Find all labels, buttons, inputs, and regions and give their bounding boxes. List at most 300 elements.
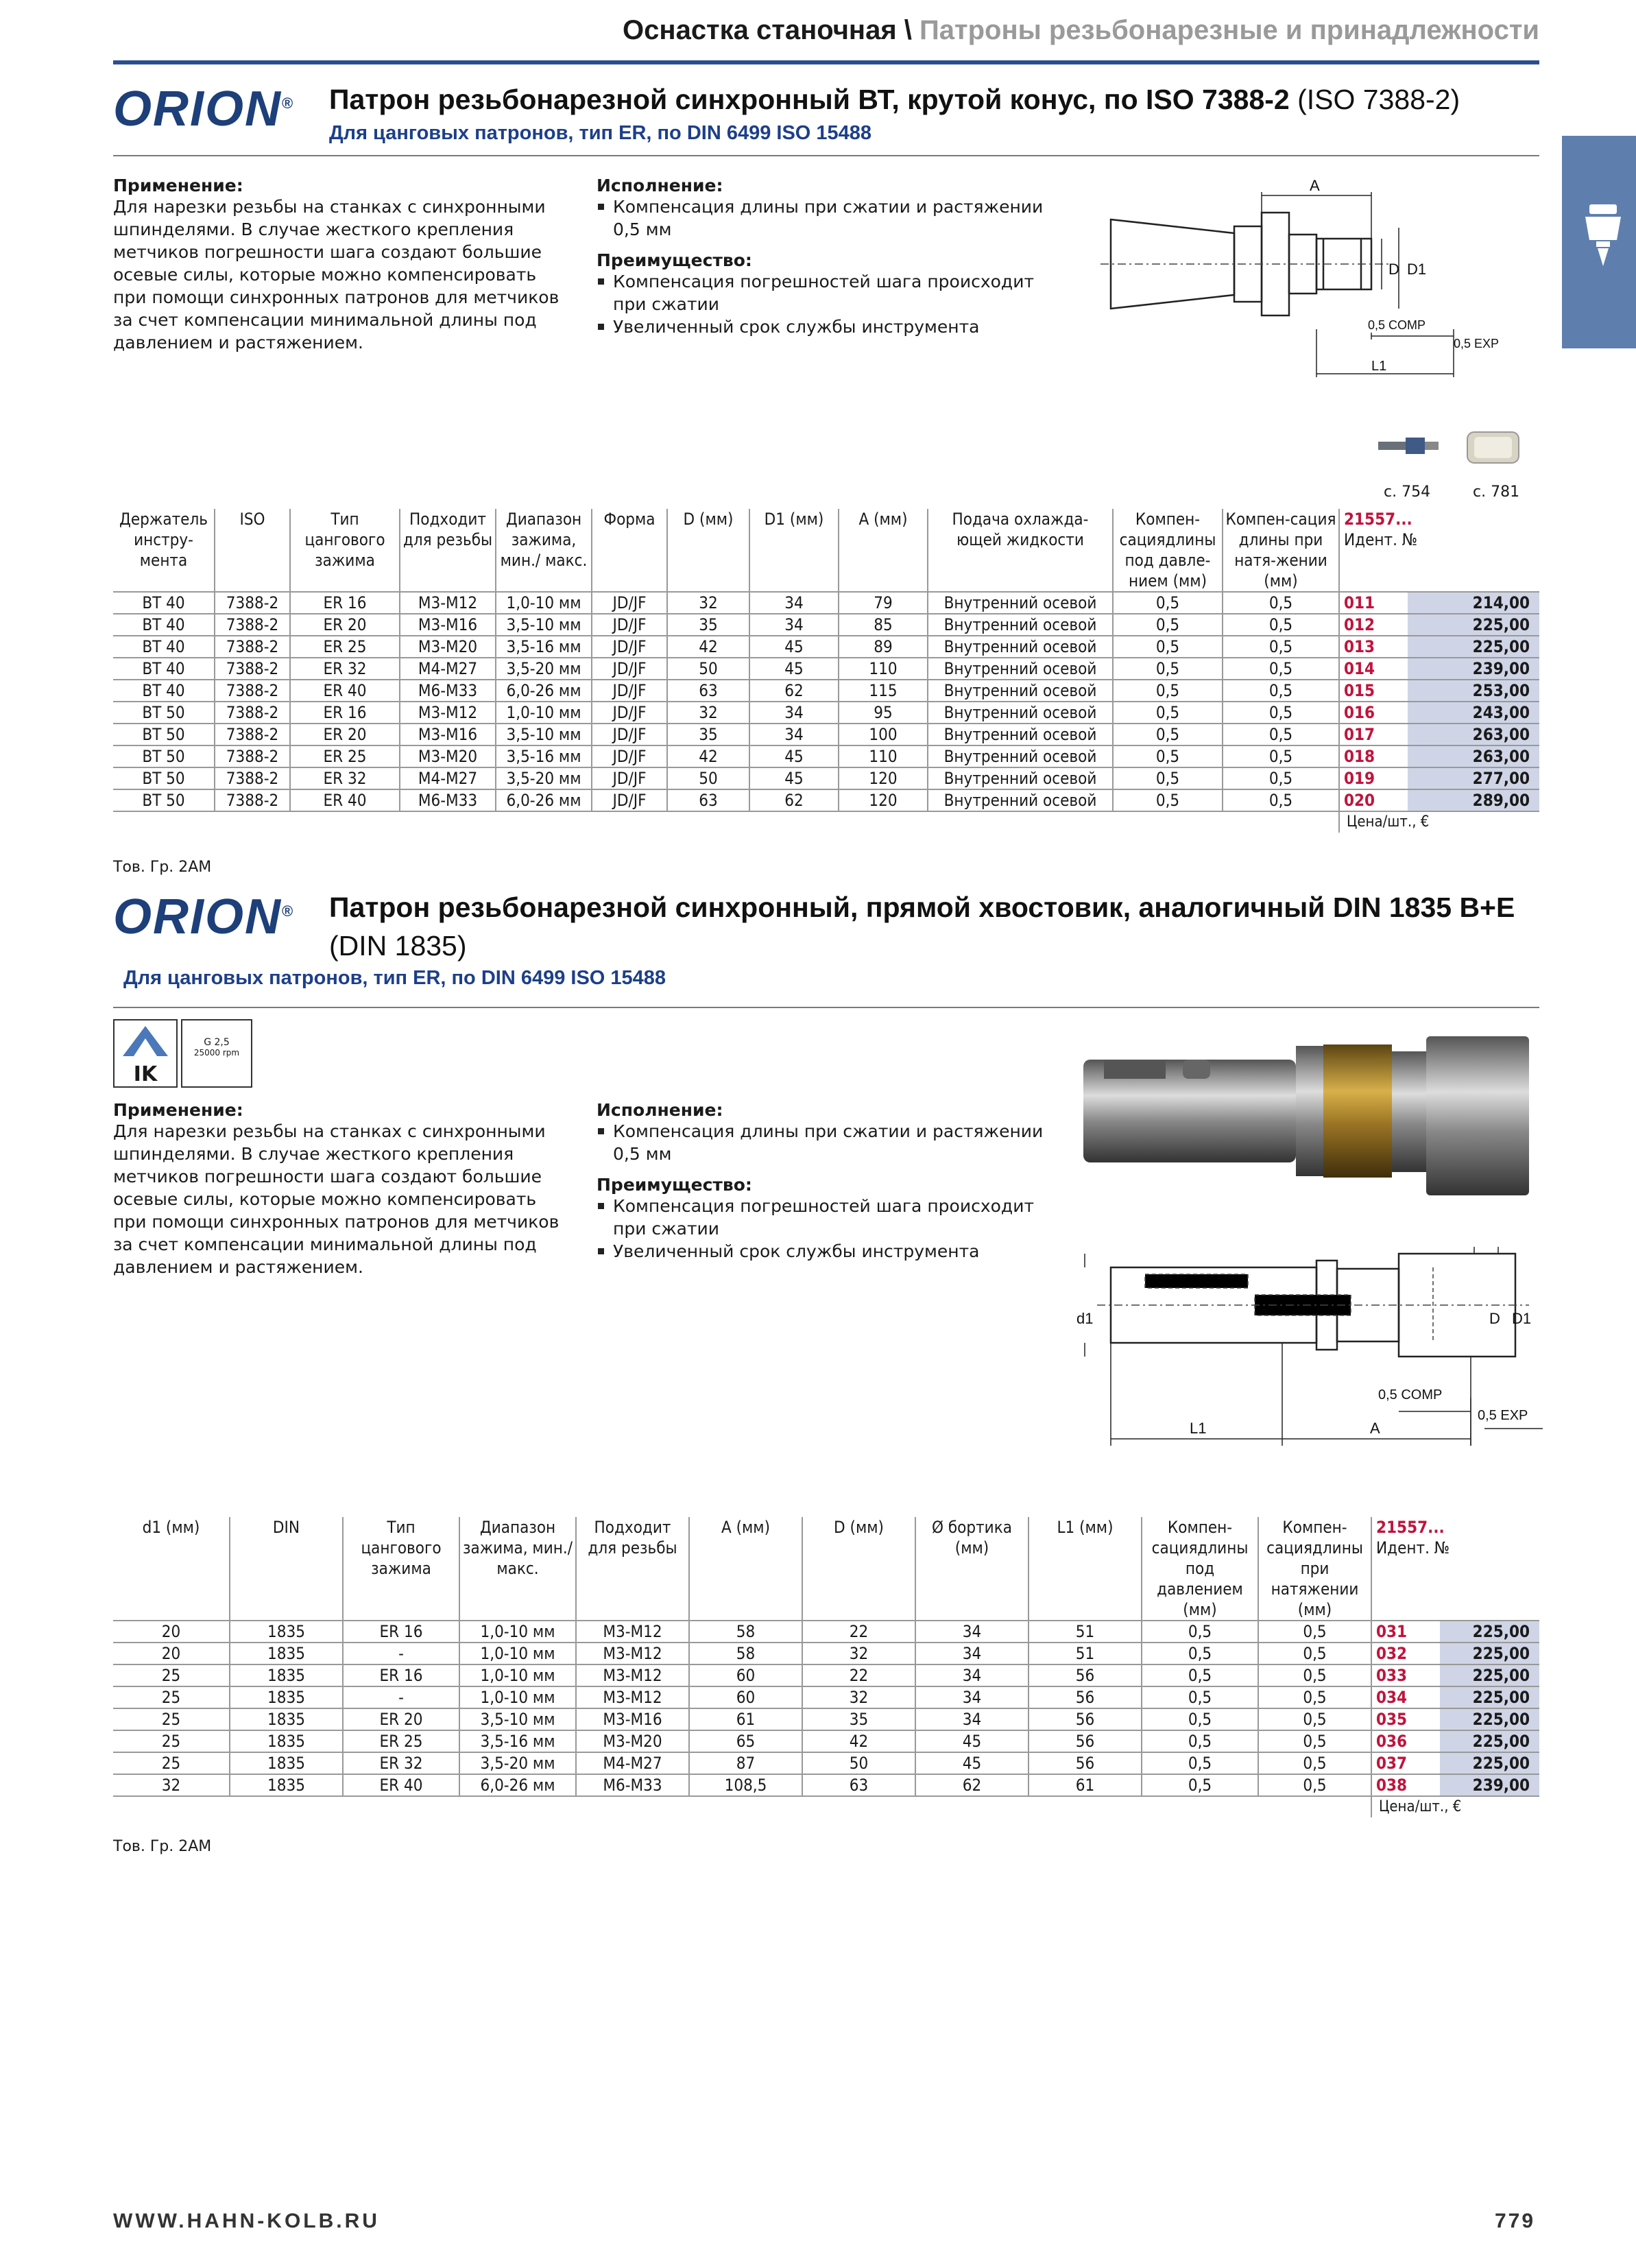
table-cell: 62 [915, 1774, 1028, 1796]
table-cell: 3,5-10 мм [496, 614, 592, 636]
table-cell: 0,5 [1113, 745, 1223, 767]
table-cell: 34 [749, 724, 839, 745]
table-cell: 45 [749, 658, 839, 680]
dim-d-label: D [1388, 261, 1399, 278]
table-cell: BT 40 [113, 614, 215, 636]
application-block [113, 176, 566, 354]
table-cell: M3-M20 [400, 636, 496, 658]
price-cell: 253,00 [1408, 680, 1539, 702]
table-cell: 85 [839, 614, 928, 636]
price-note-row [113, 811, 1539, 833]
table-cell: M6-M33 [400, 680, 496, 702]
column-header: Компен-сация длины при натя-жении (мм) [1223, 509, 1339, 592]
column-header: L1 (мм) [1028, 1517, 1142, 1621]
table-cell: JD/JF [592, 702, 667, 724]
column-header: Форма [592, 509, 667, 592]
table-cell: 45 [749, 636, 839, 658]
table-cell: BT 50 [113, 767, 215, 789]
table-cell: 110 [839, 745, 928, 767]
execution-item: Компенсация длины при сжатии и растяжении 0,5 мм [597, 195, 1049, 241]
column-header: d1 (мм) [142, 1518, 200, 1537]
table-cell: 3,5-10 мм [496, 724, 592, 745]
table-cell: 51 [1028, 1643, 1142, 1664]
dim-a-label: A [1310, 177, 1320, 194]
table-cell: ER 20 [343, 1708, 459, 1730]
ident-code: 031 [1371, 1621, 1440, 1643]
table-cell: 7388-2 [215, 789, 290, 811]
price-cell: 289,00 [1408, 789, 1539, 811]
ident-code: 032 [1371, 1643, 1440, 1664]
table-cell: 7388-2 [215, 745, 290, 767]
ident-code: 035 [1371, 1708, 1440, 1730]
price-note: Цена/шт., € [1339, 811, 1539, 833]
table-row[interactable] [113, 680, 1539, 702]
comp-label: 0,5 COMP [1368, 318, 1426, 332]
table-cell: 3,5-20 мм [496, 658, 592, 680]
table-row[interactable] [113, 724, 1539, 745]
table-cell: 42 [802, 1730, 915, 1752]
table-cell: M3-M12 [400, 702, 496, 724]
dim-dd1-label: D1 [1512, 1310, 1532, 1327]
execution-item: Компенсация длины при сжатии и растяжении 0,5 мм [597, 1120, 1049, 1165]
table-cell: Внутренний осевой [928, 724, 1113, 745]
application-heading: Применение: [113, 1100, 243, 1120]
product-group: Тов. Гр. 2АМ [113, 859, 212, 876]
table-cell: ER 16 [290, 702, 400, 724]
table-cell: 0,5 [1223, 680, 1339, 702]
table-row[interactable] [113, 702, 1539, 724]
header-separator: \ [896, 15, 920, 45]
table-cell: 0,5 [1113, 789, 1223, 811]
table-cell: 32 [802, 1643, 915, 1664]
coolant-icon [115, 1020, 176, 1062]
table-cell: Внутренний осевой [928, 658, 1113, 680]
table-cell: 25 [113, 1730, 230, 1752]
price-cell: 225,00 [1440, 1664, 1539, 1686]
table-cell: 3,5-16 мм [496, 745, 592, 767]
ident-header: 21557... Идент. № [1339, 509, 1539, 592]
table-cell: 3,5-16 мм [459, 1730, 576, 1752]
table-cell: 79 [839, 592, 928, 614]
column-header: Подходит для резьбы [576, 1517, 689, 1621]
comp-label: 0,5 COMP [1378, 1387, 1443, 1402]
table-cell: 7388-2 [215, 636, 290, 658]
table-row[interactable] [113, 1664, 1539, 1686]
table-cell: M4-M27 [400, 658, 496, 680]
table-cell: JD/JF [592, 789, 667, 811]
balance-badge: G 2,5 25000 rpm [181, 1019, 252, 1088]
table-cell: 45 [749, 767, 839, 789]
table-cell: 50 [667, 767, 749, 789]
tap-adapter-thumbnail[interactable] [1378, 432, 1440, 459]
table-cell: 0,5 [1113, 767, 1223, 789]
table-cell: 34 [915, 1664, 1028, 1686]
dim-d1-label: d1 [1076, 1310, 1094, 1327]
column-header: Компен-сациядлины под давле-нием (мм) [1113, 509, 1223, 592]
column-header: Подходит для резьбы [400, 509, 496, 592]
table-cell: BT 40 [113, 592, 215, 614]
table-cell: BT 40 [113, 636, 215, 658]
table-cell: 56 [1028, 1752, 1142, 1774]
table-cell: BT 50 [113, 724, 215, 745]
table-cell: 1,0-10 мм [459, 1686, 576, 1708]
table-cell: 0,5 [1258, 1643, 1371, 1664]
table-cell: 115 [839, 680, 928, 702]
column-header: D1 (мм) [749, 509, 839, 592]
table-cell: 34 [749, 592, 839, 614]
price-cell: 225,00 [1440, 1708, 1539, 1730]
table-cell: 60 [689, 1686, 802, 1708]
table-cell: 32 [113, 1774, 230, 1796]
table-cell: ER 40 [343, 1774, 459, 1796]
table-cell: 32 [667, 592, 749, 614]
column-header: Компен-сациядлины при натяжении (мм) [1258, 1517, 1371, 1621]
table-cell: 20 [113, 1643, 230, 1664]
section-title: Оснастка станочная [623, 15, 897, 45]
page-ref[interactable]: с. 781 [1473, 484, 1520, 501]
table-cell: ER 25 [290, 745, 400, 767]
table-cell: ER 40 [290, 680, 400, 702]
table-body [113, 592, 1539, 811]
advantage-item: Компенсация погрешностей шага происходит при сжатии [597, 1195, 1049, 1240]
price-cell: 263,00 [1408, 724, 1539, 745]
table-cell: 50 [802, 1752, 915, 1774]
table-cell: 1,0-10 мм [459, 1643, 576, 1664]
table-row[interactable] [113, 767, 1539, 789]
table-cell: 0,5 [1223, 789, 1339, 811]
brand-logo: ORION® [113, 890, 295, 944]
table-cell: M4-M27 [576, 1752, 689, 1774]
table-cell: 62 [749, 789, 839, 811]
column-header: Диапазон зажима, мин./макс. [459, 1517, 576, 1621]
table-cell: 7388-2 [215, 767, 290, 789]
ident-code: 036 [1371, 1730, 1440, 1752]
ident-code: 033 [1371, 1664, 1440, 1686]
table-row[interactable] [113, 1752, 1539, 1774]
table-cell: M3-M20 [400, 745, 496, 767]
table-cell: Внутренний осевой [928, 614, 1113, 636]
ident-code: 014 [1339, 658, 1408, 680]
section-rule [113, 155, 1539, 156]
table-cell: 108,5 [689, 1774, 802, 1796]
column-header: Держатель инстру-мента [119, 510, 208, 570]
price-cell: 243,00 [1408, 702, 1539, 724]
table-cell: BT 50 [113, 745, 215, 767]
table-cell: 45 [915, 1730, 1028, 1752]
table-cell: 0,5 [1142, 1621, 1258, 1643]
table-cell: 3,5-16 мм [496, 636, 592, 658]
table-cell: 0,5 [1258, 1774, 1371, 1796]
table-cell: 0,5 [1142, 1664, 1258, 1686]
table-row[interactable] [113, 592, 1539, 614]
table-cell: M3-M12 [576, 1643, 689, 1664]
column-header: Подача охлажда-ющей жидкости [928, 509, 1113, 592]
table-cell: 0,5 [1142, 1752, 1258, 1774]
header-rule [113, 60, 1539, 64]
internal-coolant-badge: IK [113, 1019, 178, 1088]
price-cell: 225,00 [1440, 1752, 1539, 1774]
product-title: Патрон резьбонарезной синхронный ВТ, крутой конус, по ISO 7388-2 (ISO 7388-2) [329, 84, 1460, 115]
table-cell: 35 [667, 614, 749, 636]
table-cell: 0,5 [1223, 592, 1339, 614]
ident-code: 016 [1339, 702, 1408, 724]
table-cell: 7388-2 [215, 592, 290, 614]
table-cell: 1835 [230, 1621, 343, 1643]
table-body [113, 1621, 1539, 1796]
table-cell: 34 [749, 614, 839, 636]
ident-code: 034 [1371, 1686, 1440, 1708]
ident-code: 019 [1339, 767, 1408, 789]
table-cell: ER 25 [343, 1730, 459, 1752]
table-cell: 0,5 [1258, 1621, 1371, 1643]
table-cell: Внутренний осевой [928, 702, 1113, 724]
table-cell: 7388-2 [215, 680, 290, 702]
table-cell: 0,5 [1223, 636, 1339, 658]
subsection-title: Патроны резьбонарезные и принадлежности [919, 15, 1539, 45]
technical-drawing-straight-shank [1076, 1240, 1550, 1453]
table-cell: ER 32 [290, 767, 400, 789]
table-cell: M3-M12 [576, 1621, 689, 1643]
price-cell: 225,00 [1440, 1621, 1539, 1643]
table-cell: 0,5 [1258, 1686, 1371, 1708]
table-cell: 0,5 [1223, 702, 1339, 724]
ident-code: 013 [1339, 636, 1408, 658]
section-rule [113, 1007, 1539, 1008]
table-cell: ER 20 [290, 724, 400, 745]
table-cell: 0,5 [1142, 1774, 1258, 1796]
table-cell: 1835 [230, 1643, 343, 1664]
table-row[interactable] [113, 1708, 1539, 1730]
table-cell: 20 [113, 1621, 230, 1643]
table-cell: ER 16 [343, 1664, 459, 1686]
dim-d-label: D [1489, 1310, 1500, 1327]
dim-a-label: A [1370, 1420, 1380, 1437]
table-row[interactable] [113, 1643, 1539, 1664]
table-cell: 61 [689, 1708, 802, 1730]
table-cell: 58 [689, 1643, 802, 1664]
table-cell: 3,5-20 мм [459, 1752, 576, 1774]
table-cell: ER 16 [290, 592, 400, 614]
execution-heading: Исполнение: [597, 1100, 723, 1120]
table-cell: M3-M16 [400, 614, 496, 636]
advantage-item: Увеличенный срок службы инструмента [597, 1240, 1049, 1263]
product-photo-straight-shank [1080, 1032, 1532, 1204]
table-cell: 22 [802, 1621, 915, 1643]
table-cell: - [343, 1686, 459, 1708]
table-cell: BT 40 [113, 680, 215, 702]
table-cell: ER 32 [343, 1752, 459, 1774]
table-cell: 63 [667, 789, 749, 811]
column-header: ISO [215, 509, 290, 592]
table-cell: ER 40 [290, 789, 400, 811]
table-cell: JD/JF [592, 767, 667, 789]
table-cell: 3,5-20 мм [496, 767, 592, 789]
advantage-heading: Преимущество: [597, 250, 752, 270]
product-title-norm: (DIN 1835) [329, 930, 467, 962]
table-cell: 25 [113, 1708, 230, 1730]
table-cell: 56 [1028, 1664, 1142, 1686]
column-header: D (мм) [667, 509, 749, 592]
table-cell: 32 [667, 702, 749, 724]
table-row[interactable] [113, 1730, 1539, 1752]
table-cell: 0,5 [1113, 680, 1223, 702]
table-cell: 62 [749, 680, 839, 702]
table-cell: 58 [689, 1621, 802, 1643]
table-cell: 0,5 [1223, 767, 1339, 789]
category-side-tab[interactable] [1562, 136, 1636, 348]
column-header: Тип цангового зажима [290, 509, 400, 592]
table-cell: ER 20 [290, 614, 400, 636]
table-row[interactable] [113, 636, 1539, 658]
table-cell: 89 [839, 636, 928, 658]
table-cell: JD/JF [592, 745, 667, 767]
table-cell: 1835 [230, 1686, 343, 1708]
table-cell: 7388-2 [215, 658, 290, 680]
price-cell: 263,00 [1408, 745, 1539, 767]
table-header [113, 1517, 1539, 1621]
table-cell: 0,5 [1113, 658, 1223, 680]
ident-header: 21557... Идент. № [1371, 1517, 1539, 1621]
table-cell: 61 [1028, 1774, 1142, 1796]
dim-l1-label: L1 [1190, 1420, 1207, 1437]
page-header [113, 15, 1539, 46]
table-cell: ER 25 [290, 636, 400, 658]
advantage-item: Увеличенный срок службы инструмента [597, 315, 1049, 338]
column-header: A (мм) [839, 509, 928, 592]
ident-code: 012 [1339, 614, 1408, 636]
execution-block [597, 1100, 1049, 1263]
table-cell: 51 [1028, 1621, 1142, 1643]
table-cell: M3-M12 [400, 592, 496, 614]
table-cell: M3-M12 [576, 1686, 689, 1708]
table-cell: 1,0-10 мм [459, 1664, 576, 1686]
product-subtitle: Для цанговых патронов, тип ER, по DIN 6499 ISO 15488 [329, 122, 872, 144]
table-cell: 0,5 [1223, 724, 1339, 745]
table-cell: 1835 [230, 1752, 343, 1774]
price-note: Цена/шт., € [1371, 1796, 1539, 1817]
price-cell: 214,00 [1408, 592, 1539, 614]
table-cell: 7388-2 [215, 702, 290, 724]
table-cell: 56 [1028, 1708, 1142, 1730]
table-cell: M3-M12 [576, 1664, 689, 1686]
table-row[interactable] [113, 789, 1539, 811]
table-cell: 110 [839, 658, 928, 680]
table-row[interactable] [113, 614, 1539, 636]
table-cell: 63 [802, 1774, 915, 1796]
page-ref[interactable]: с. 754 [1384, 484, 1431, 501]
price-cell: 239,00 [1440, 1774, 1539, 1796]
collet-thumbnail[interactable] [1464, 429, 1526, 466]
table-cell: 1835 [230, 1774, 343, 1796]
table-cell: ER 32 [290, 658, 400, 680]
product-table-bt [113, 509, 1539, 833]
table-cell: 87 [689, 1752, 802, 1774]
table-cell: 56 [1028, 1730, 1142, 1752]
table-cell: Внутренний осевой [928, 680, 1113, 702]
table-row[interactable] [113, 658, 1539, 680]
table-cell: 0,5 [1258, 1730, 1371, 1752]
table-cell: JD/JF [592, 614, 667, 636]
table-cell: 0,5 [1258, 1664, 1371, 1686]
table-row[interactable] [113, 745, 1539, 767]
table-cell: 0,5 [1258, 1752, 1371, 1774]
table-cell: 0,5 [1142, 1708, 1258, 1730]
ident-code: 038 [1371, 1774, 1440, 1796]
ident-code: 015 [1339, 680, 1408, 702]
table-cell: 0,5 [1113, 702, 1223, 724]
table-row[interactable] [113, 1686, 1539, 1708]
table-cell: 50 [667, 658, 749, 680]
table-cell: 1835 [230, 1730, 343, 1752]
price-cell: 277,00 [1408, 767, 1539, 789]
table-cell: 25 [113, 1686, 230, 1708]
table-cell: 35 [802, 1708, 915, 1730]
exp-label: 0,5 EXP [1454, 337, 1500, 350]
execution-block [597, 176, 1049, 338]
table-cell: Внутренний осевой [928, 636, 1113, 658]
table-cell: 35 [667, 724, 749, 745]
price-cell: 239,00 [1408, 658, 1539, 680]
table-row[interactable] [113, 1621, 1539, 1643]
table-cell: 65 [689, 1730, 802, 1752]
price-cell: 225,00 [1408, 614, 1539, 636]
table-cell: 34 [915, 1708, 1028, 1730]
column-header: Компен-сациядлины под давлением (мм) [1142, 1517, 1258, 1621]
page-number: 779 [1495, 2210, 1536, 2232]
product-subtitle: Для цанговых патронов, тип ER, по DIN 6499 ISO 15488 [123, 967, 666, 989]
dim-l1-label: L1 [1371, 359, 1387, 374]
table-header [113, 509, 1539, 592]
ident-code: 020 [1339, 789, 1408, 811]
brand-logo: ORION® [113, 82, 295, 136]
table-cell: M3-M16 [400, 724, 496, 745]
table-cell: 45 [915, 1752, 1028, 1774]
advantage-item: Компенсация погрешностей шага происходит при сжатии [597, 270, 1049, 315]
table-cell: 0,5 [1142, 1730, 1258, 1752]
application-text: Для нарезки резьбы на станках с синхронными шпинделями. В случае жесткого крепления метчиков погрешности шага создают большие осевые силы, которые можно компенсировать при помощи синхронных патронов для метчиков за счет компенсации минимальной длины под давлением и растяжением. [113, 197, 560, 353]
price-note-row [113, 1796, 1539, 1817]
table-cell: 1835 [230, 1708, 343, 1730]
table-cell: JD/JF [592, 592, 667, 614]
table-cell: 63 [667, 680, 749, 702]
table-cell: JD/JF [592, 724, 667, 745]
table-row[interactable] [113, 1774, 1539, 1796]
table-cell: 6,0-26 мм [496, 789, 592, 811]
table-cell: 34 [915, 1643, 1028, 1664]
price-cell: 225,00 [1440, 1686, 1539, 1708]
ident-code: 011 [1339, 592, 1408, 614]
table-cell: 42 [667, 745, 749, 767]
table-cell: JD/JF [592, 658, 667, 680]
table-cell: 0,5 [1142, 1686, 1258, 1708]
price-cell: 225,00 [1440, 1643, 1539, 1664]
table-cell: 1,0-10 мм [459, 1621, 576, 1643]
table-cell: M6-M33 [576, 1774, 689, 1796]
table-cell: Внутренний осевой [928, 745, 1113, 767]
exp-label: 0,5 EXP [1478, 1408, 1528, 1423]
table-cell: JD/JF [592, 636, 667, 658]
table-cell: 0,5 [1113, 636, 1223, 658]
price-cell: 225,00 [1408, 636, 1539, 658]
ident-code: 017 [1339, 724, 1408, 745]
table-cell: M3-M20 [576, 1730, 689, 1752]
footer-url-link[interactable]: WWW.HAHN-KOLB.RU [113, 2210, 380, 2232]
product-group: Тов. Гр. 2АМ [113, 1838, 212, 1855]
table-cell: M6-M33 [400, 789, 496, 811]
table-cell: 95 [839, 702, 928, 724]
table-cell: - [343, 1643, 459, 1664]
ident-code: 018 [1339, 745, 1408, 767]
